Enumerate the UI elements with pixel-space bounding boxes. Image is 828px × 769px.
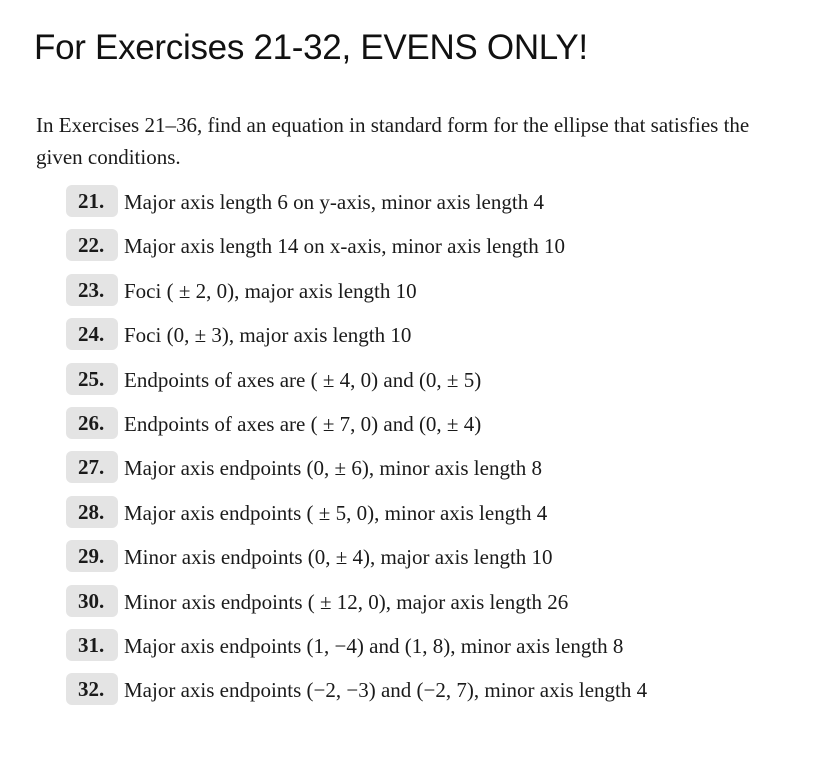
exercise-item-28 [66, 494, 816, 538]
exercise-text: Endpoints of axes are ( ± 4, 0) and (0, ± 5) [124, 367, 482, 392]
exercise-text: Major axis length 6 on y-axis, minor axis length 4 [124, 190, 544, 214]
exercise-number: 21. [78, 189, 105, 213]
exercise-number: 28. [78, 499, 105, 524]
exercise-text: Foci (0, ± 3), major axis length 10 [124, 323, 412, 348]
instructions-text: In Exercises 21–36, find an equation in standard form for the ellipse that satisfies the given conditions. [36, 113, 750, 169]
exercise-number: 29. [78, 544, 105, 569]
exercise-item-32 [66, 671, 816, 737]
exercise-number: 31. [78, 632, 105, 657]
exercise-number: 23. [78, 277, 105, 302]
exercise-number: 26. [78, 410, 105, 435]
exercise-text: Foci ( ± 2, 0), major axis length 10 [124, 278, 417, 303]
exercise-item-24 [66, 316, 816, 360]
exercise-item-30 [66, 583, 816, 627]
exercise-text: Minor axis endpoints (0, ± 4), major axis length 10 [124, 545, 553, 570]
exercise-text: Minor axis endpoints ( ± 12, 0), major axis length 26 [124, 589, 569, 614]
exercise-text: Major axis length 14 on x-axis, minor axis length 10 [124, 234, 565, 259]
exercise-number: 22. [78, 233, 105, 258]
exercise-text: Major axis endpoints (1, −4) and (1, 8), minor axis length 8 [124, 633, 624, 658]
exercise-list [66, 183, 816, 737]
exercise-text: Major axis endpoints (0, ± 6), minor axis length 8 [124, 456, 543, 481]
exercise-item-23 [66, 272, 816, 316]
exercise-number: 25. [78, 366, 105, 391]
exercise-item-26 [66, 405, 816, 449]
exercise-item-31 [66, 627, 816, 671]
exercise-number: 32. [78, 677, 105, 702]
exercise-number: 27. [78, 455, 105, 480]
page-title: For Exercises 21-32, EVENS ONLY! [34, 28, 588, 67]
exercise-item-21 [66, 183, 816, 227]
exercise-number: 24. [78, 322, 105, 347]
exercise-text: Major axis endpoints ( ± 5, 0), minor axis length 4 [124, 500, 548, 525]
exercise-item-25 [66, 361, 816, 405]
exercise-number: 30. [78, 588, 105, 613]
exercise-text: Endpoints of axes are ( ± 7, 0) and (0, ± 4) [124, 411, 482, 436]
exercise-text: Major axis endpoints (−2, −3) and (−2, 7), minor axis length 4 [124, 678, 648, 703]
exercise-item-22 [66, 227, 816, 271]
exercise-item-27 [66, 449, 816, 493]
exercise-item-29 [66, 538, 816, 582]
